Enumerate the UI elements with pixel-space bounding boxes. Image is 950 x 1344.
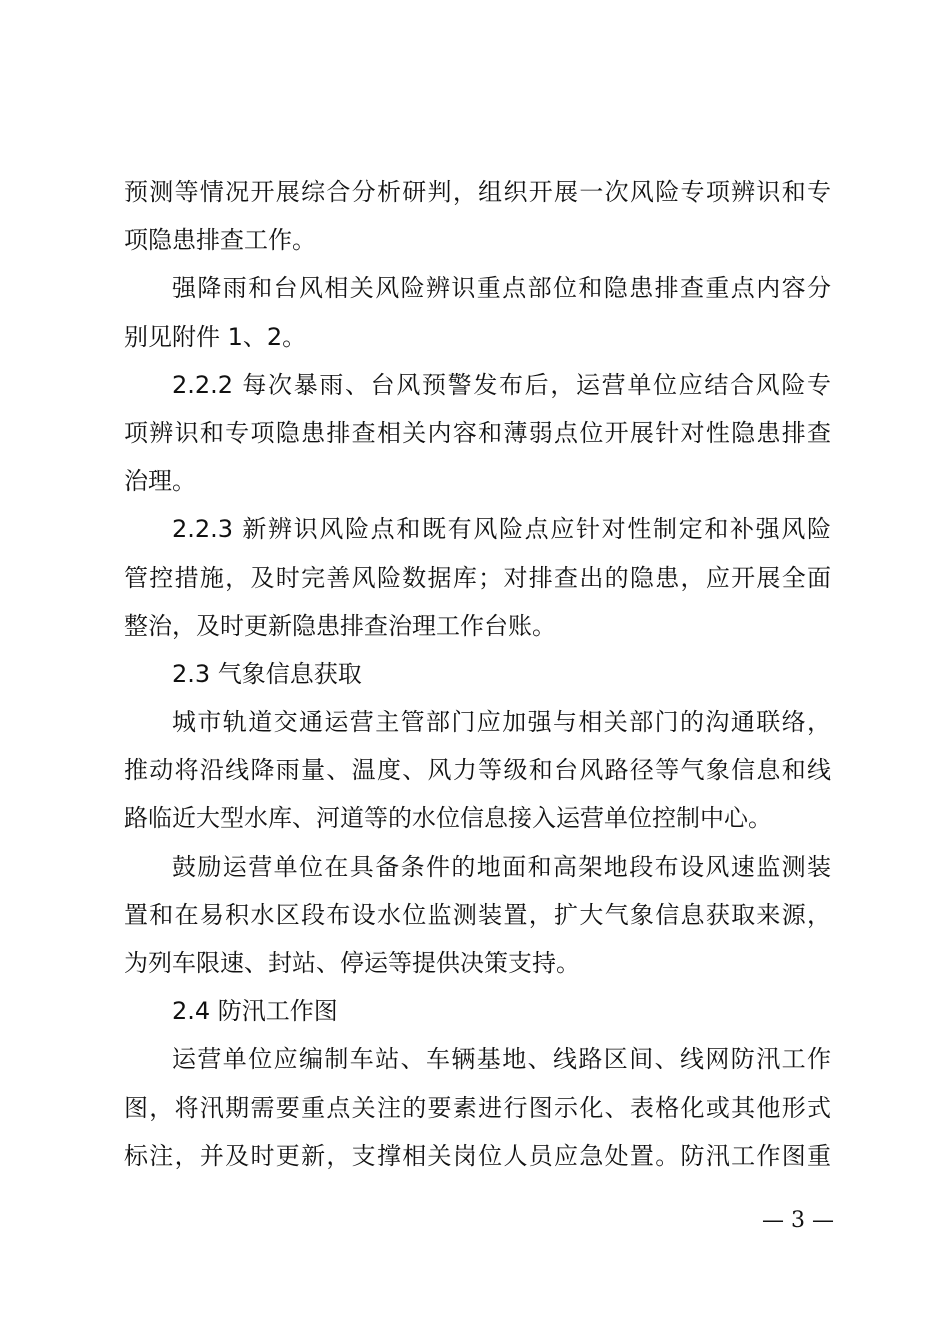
text-line: 运营单位应编制车站、车辆基地、线路区间、线网防汛工作 (172, 1045, 831, 1074)
section-heading: 2.4 防汛工作图 (172, 997, 338, 1026)
section-heading: 2.3 气象信息获取 (172, 659, 362, 688)
text-line: 项隐患排查工作。 (124, 226, 316, 255)
page-number: — 3 — (762, 1208, 834, 1233)
text-line: 图，将汛期需要重点关注的要素进行图示化、表格化或其他形式 (124, 1093, 831, 1122)
text-line: 整治，及时更新隐患排查治理工作台账。 (124, 611, 556, 640)
text-line: 为列车限速、封站、停运等提供决策支持。 (124, 949, 580, 977)
document-body (124, 168, 831, 1180)
text-line: 路临近大型水库、河道等的水位信息接入运营单位控制中心。 (124, 804, 772, 833)
text-line: 2.2.2 每次暴雨、台风预警发布后，运营单位应结合风险专 (172, 370, 831, 399)
text-line: 置和在易积水区段布设水位监测装置，扩大气象信息获取来源， (124, 900, 831, 929)
text-line: 别见附件 1、2。 (124, 322, 307, 351)
text-line: 鼓励运营单位在具备条件的地面和高架地段布设风速监测装 (172, 852, 831, 881)
text-line: 强降雨和台风相关风险辨识重点部位和隐患排查重点内容分 (172, 274, 831, 303)
text-line: 管控措施，及时完善风险数据库；对排查出的隐患，应开展全面 (124, 563, 831, 592)
text-line: 推动将沿线降雨量、温度、风力等级和台风路径等气象信息和线 (124, 756, 831, 785)
text-line: 标注，并及时更新，支撑相关岗位人员应急处置。防汛工作图重 (124, 1141, 831, 1170)
text-line: 项辨识和专项隐患排查相关内容和薄弱点位开展针对性隐患排查 (124, 418, 831, 447)
text-line: 预测等情况开展综合分析研判，组织开展一次风险专项辨识和专 (124, 178, 831, 206)
text-line: 2.2.3 新辨识风险点和既有风险点应针对性制定和补强风险 (172, 515, 831, 544)
text-line: 城市轨道交通运营主管部门应加强与相关部门的沟通联络， (172, 708, 831, 737)
text-line: 治理。 (124, 467, 196, 496)
